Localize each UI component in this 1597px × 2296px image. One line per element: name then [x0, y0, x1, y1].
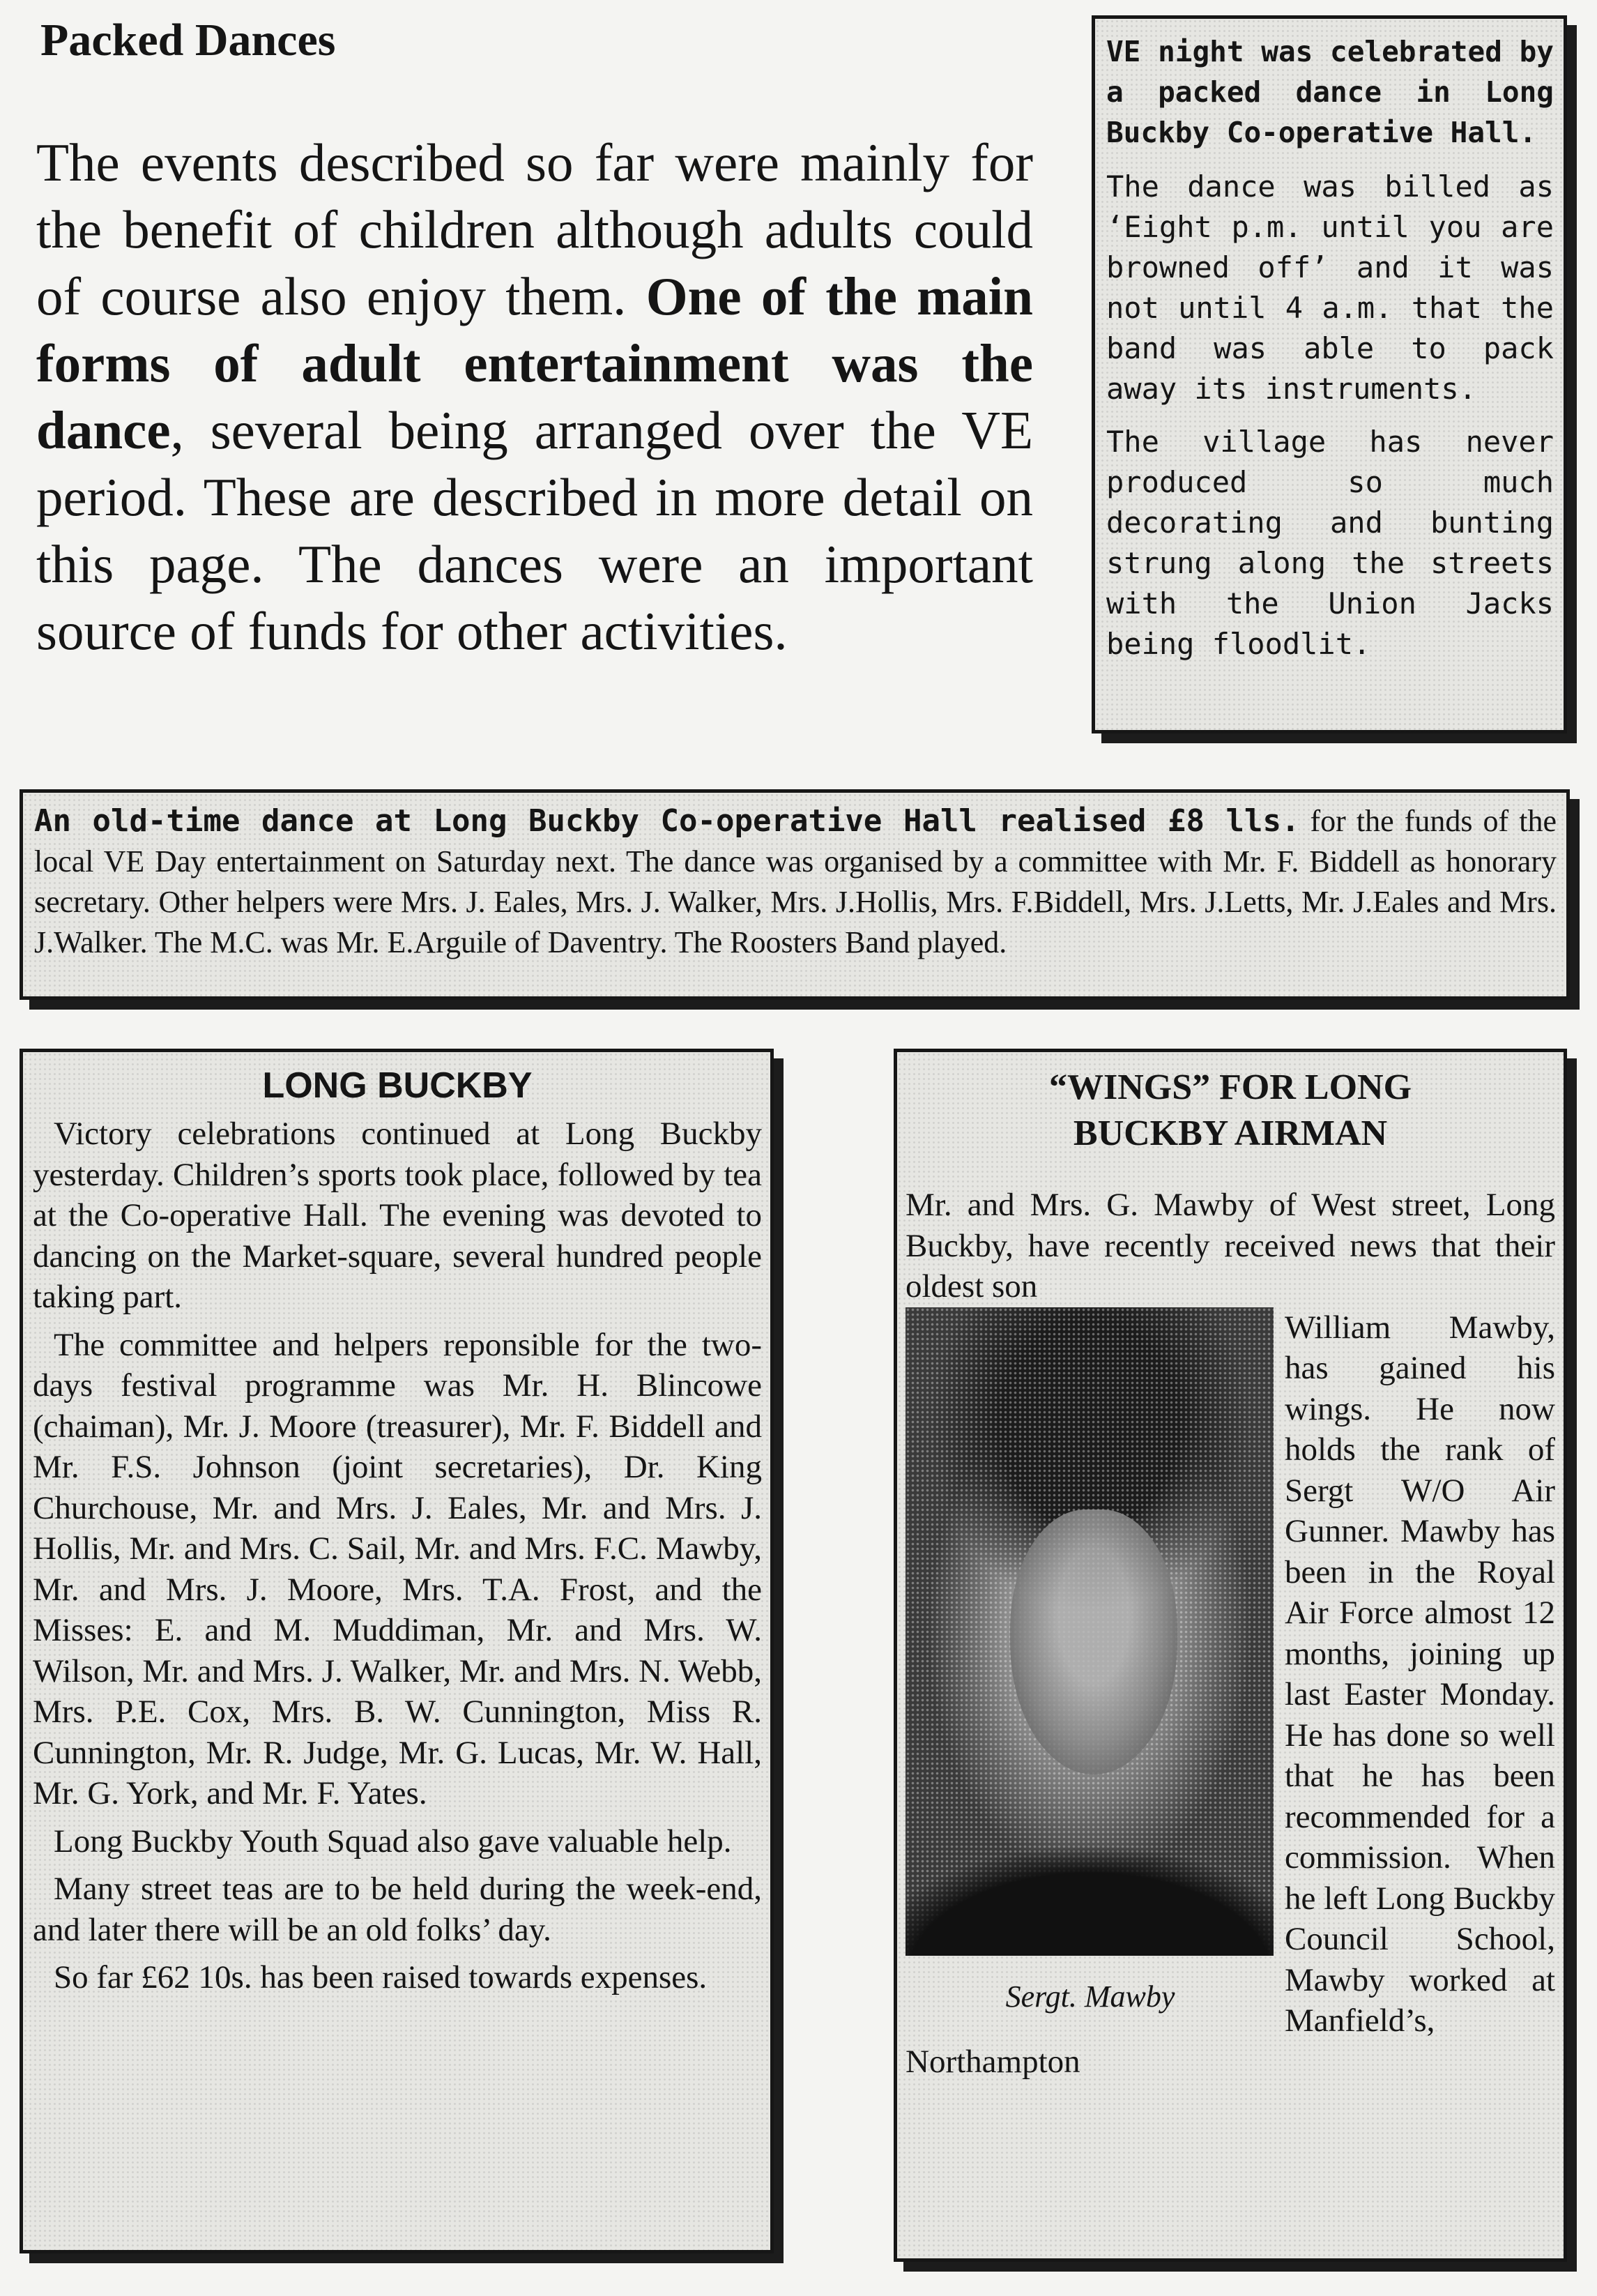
intro-bold-text: One of the main forms of adult entertainment was the dance — [36, 266, 1033, 460]
long-buckby-paragraph: The committee and helpers reponsible for the two-days festival programme was Mr. H. Blincowe (chaiman), Mr. J. Moore (treasurer), Mr. F. Biddell and Mr. F.S. Johnson (joint secretaries), Dr. King Churchouse, Mr. and Mrs. J. Eales, Mr. and Mrs. J. Hollis, Mr. and Mrs. C. Sail, Mr. and Mrs. F.C. Mawby, Mr. and Mrs. J. Moore, Mrs. T.A. Frost, and the Misses: E. and M. Muddiman, Mr. and Mrs. W. Wilson, Mr. and Mrs. J. Walker, Mr. and Mrs. N. Webb, Mrs. P.E. Cox, Mrs. B. W. Cunnington, Miss R. Cunnington, Mr. R. Judge, Mr. G. Lucas, Mr. W. Hall, Mr. G. York, and Mr. F. Yates. — [33, 1326, 762, 1811]
intro-paragraph — [36, 129, 1033, 664]
intro-text-2: , several being arranged over the VE period. These are described in more detail on this page. The dances were an important source of funds for other activities. — [36, 400, 1033, 661]
airman-photo-shoulders — [906, 1747, 1274, 1956]
ve-night-paragraph-2: The village has never produced so much decorating and bunting strung along the streets with the Union Jacks being floodlit. — [1106, 425, 1554, 661]
old-time-dance-text: for the funds of the local VE Day entertainment on Saturday next. The dance was organised by a committee with Mr. F. Biddell as honorary secretary. Other helpers were Mrs. J. Eales, Mrs. J. Walker, Mrs. J.Hollis, Mrs. F.Biddell, Mrs. J.Letts, Mr. J.Eales and Mrs. J.Walker. The M.C. was Mr. E.Arguile of Daventry. The Roosters Band played. — [34, 804, 1557, 959]
airman-photo-caption: Sergt. Mawby — [1005, 1979, 1175, 2014]
old-time-dance-paragraph — [34, 801, 1557, 963]
old-time-dance-clipping — [20, 789, 1570, 1000]
airman-photo-figure — [906, 1307, 1275, 2018]
wings-body — [906, 1307, 1555, 2083]
long-buckby-paragraph: Victory celebrations continued at Long Buckby yesterday. Children’s sports took place, followed by tea at the Co-operative Hall. The evening was devoted to dancing on the Market-square, several hundred people taking part. — [33, 1116, 762, 1315]
long-buckby-paragraph: Many street teas are to be held during the week-end, and later there will be an old folks’ day. — [33, 1871, 762, 1948]
wings-intro-paragraph: Mr. and Mrs. G. Mawby of West street, Long Buckby, have recently received news that their oldest son — [906, 1187, 1555, 1305]
wings-paragraph-1: William Mawby, has gained his wings. He now holds the rank of Sergt W/O Air Gunner. — [1285, 1309, 1555, 1549]
wings-clipping — [894, 1049, 1567, 2262]
long-buckby-clipping — [20, 1049, 774, 2253]
long-buckby-paragraph: Long Buckby Youth Squad also gave valuable help. — [54, 1823, 732, 1860]
wings-paragraph-tail: When he left Long Buckby Council School, Mawby worked at Manfield’s, Northampton — [906, 1839, 1555, 2080]
airman-photo — [906, 1307, 1274, 1956]
ve-night-paragraph-1: The dance was billed as ‘Eight p.m. until you are browned off’ and it was not until 4 a.m. that the band was able to pack away its instruments. — [1106, 169, 1554, 406]
intro-text-1: The events described so far were mainly for the benefit of children although adults could of course also enjoy them. — [36, 132, 1033, 326]
wings-headline-line-2: BUCKBY AIRMAN — [1073, 1113, 1388, 1153]
airman-photo-face — [1010, 1510, 1177, 1774]
long-buckby-paragraph: So far £62 10s. has been raised towards expenses. — [54, 1959, 708, 1995]
wings-paragraph-2: Mawby has been in the Royal Air Force almost 12 months, joining up last Easter Monday. He has done so well that he has been recommended for a commission. — [1285, 1513, 1555, 1876]
long-buckby-headline: LONG BUCKBY — [262, 1065, 533, 1106]
wings-headline-line-1: “WINGS” FOR LONG — [1048, 1067, 1412, 1107]
wings-headline — [906, 1065, 1555, 1157]
ve-night-headline: VE night was celebrated by a packed dance in Long Buckby Co-operative Hall. — [1106, 35, 1554, 149]
ve-night-clipping — [1092, 15, 1567, 733]
old-time-dance-lead: An old-time dance at Long Buckby Co-operative Hall realised £8 lls. — [34, 803, 1300, 839]
page-title: Packed Dances — [40, 15, 336, 66]
